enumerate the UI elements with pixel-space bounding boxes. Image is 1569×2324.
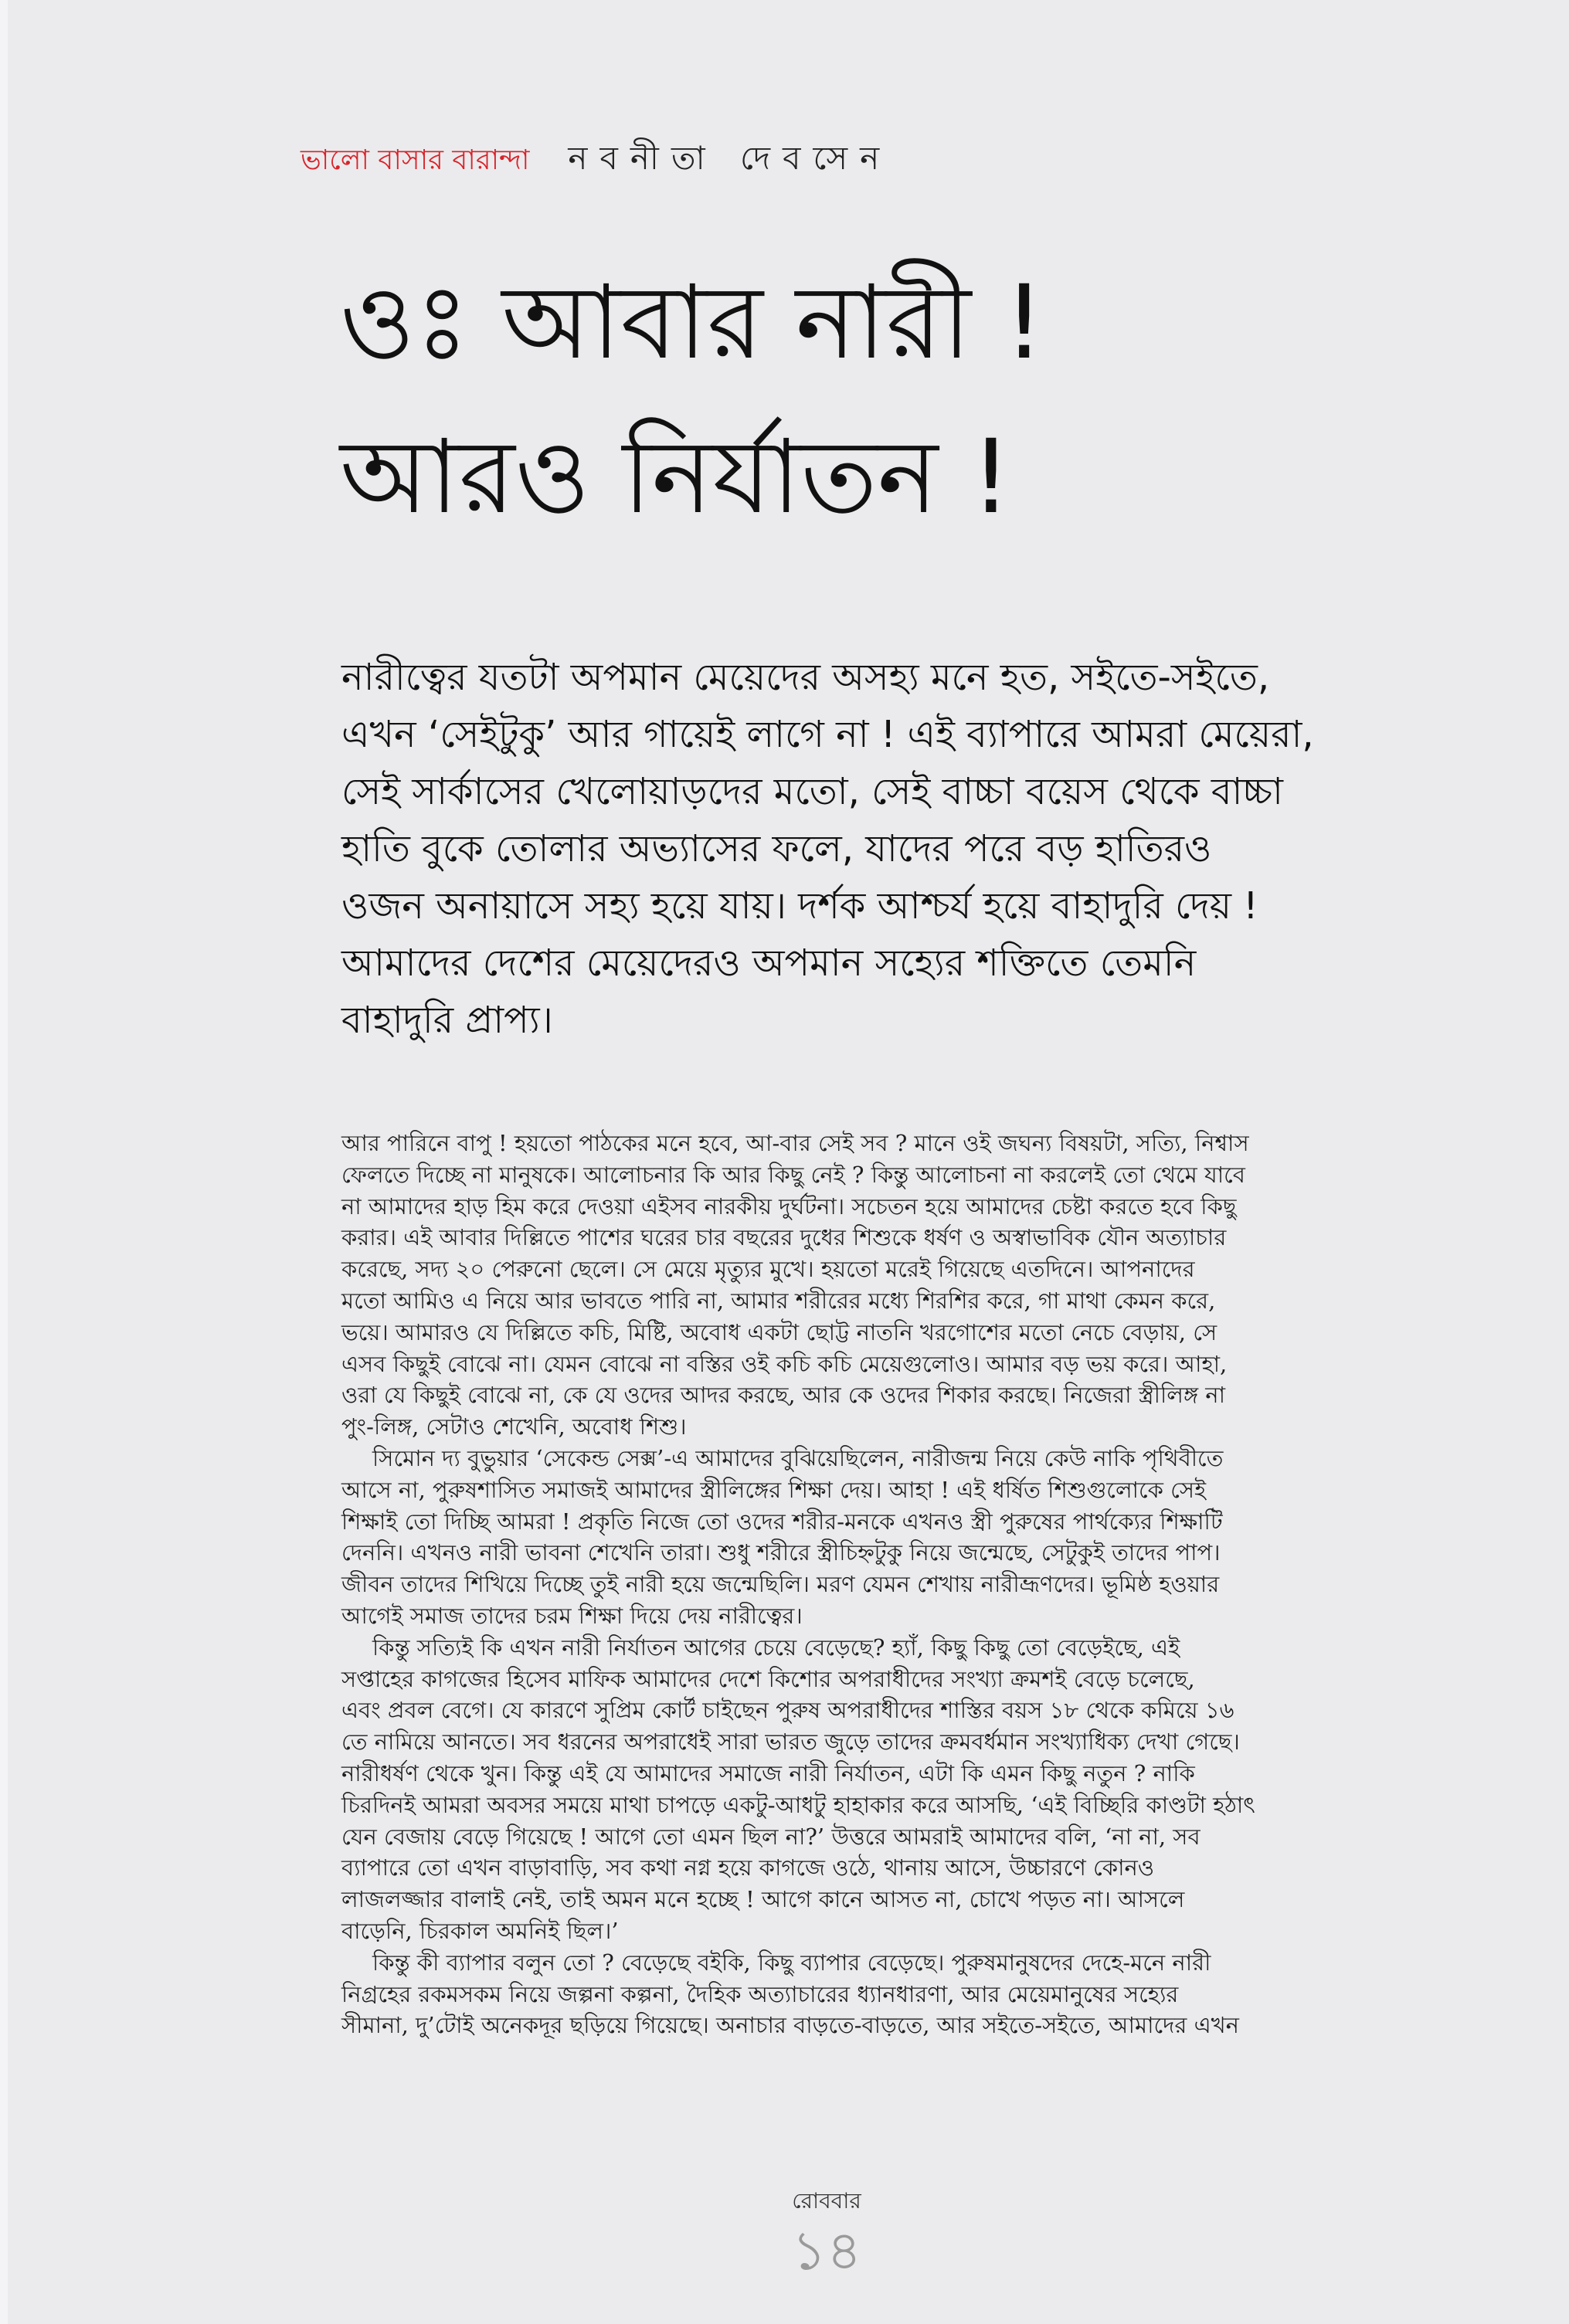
body-line: ফেলতে দিচ্ছে না মানুষকে। আলোচনার কি আর কিছু নেই ? কিন্তু আলোচনা না করলেই তো থেমে যাবে — [341, 1161, 1245, 1188]
body-line: ওরা যে কিছুই বোঝে না, কে যে ওদের আদর করছে, আর কে ওদের শিকার করছে। নিজেরা স্ত্রীলিঙ্গ না — [341, 1382, 1226, 1409]
body-line: নিগ্রহের রকমসকম নিয়ে জল্পনা কল্পনা, দৈহিক অত্যাচারের ধ্যানধারণা, আর মেয়েমানুষের সহ্যের — [341, 1980, 1179, 2007]
body-line: আসে না, পুরুষশাসিত সমাজই আমাদের স্ত্রীলিঙ্গের শিক্ষা দেয়। আহা ! এই ধর্ষিত শিশুগুলোকে সেই — [341, 1476, 1207, 1503]
body-line: না আমাদের হাড় হিম করে দেওয়া এইসব নারকীয় দুর্ঘটনা। সচেতন হয়ে আমাদের চেষ্টা করতে হবে কিছু — [341, 1193, 1237, 1220]
column-title: ভালো বাসার বারান্দা — [301, 144, 530, 176]
article-headline — [340, 246, 1313, 555]
body-line: যেন বেজায় বেড়ে গিয়েছে ! আগে তো এমন ছিল না?’ উত্তরে আমরাই আমাদের বলি, ‘না না, সব — [341, 1823, 1201, 1850]
body-line: আর পারিনে বাপু ! হয়তো পাঠকের মনে হবে, আ-বার সেই সব ? মানে ওই জঘন্য বিষয়টা, সত্যি, নিশ্বাস — [341, 1130, 1249, 1156]
page-footer — [742, 2184, 912, 2282]
standfirst-line: এখন ‘সেইটুকু’ আর গায়েই লাগে না ! এই ব্যাপারে আমরা মেয়েরা, — [341, 713, 1314, 756]
body-line: ভয়ে। আমারও যে দিল্লিতে কচি, মিষ্টি, অবোধ একটা ছোট্ট নাতনি খরগোশের মতো নেচে বেড়ায়, সে — [341, 1318, 1218, 1345]
body-line: দেননি। এখনও নারী ভাবনা শেখেনি তারা। শুধু শরীরে স্ত্রীচিহ্নটুকু নিয়ে জন্মেছে, সেটুকুই তাদের পাপ। — [341, 1539, 1221, 1566]
body-line: পুং-লিঙ্গ, সেটাও শেখেনি, অবোধ শিশু। — [341, 1413, 687, 1440]
body-line: জীবন তাদের শিখিয়ে দিচ্ছে তুই নারী হয়ে জন্মেছিলি। মরণ যেমন শেখায় নারীভ্রূণদের। ভূমিষ্ঠ হওয়ার — [341, 1571, 1220, 1598]
standfirst-line: ওজন অনায়াসে সহ্য হয়ে যায়। দর্শক আশ্চর্য হয়ে বাহাদুরি দেয় ! — [341, 884, 1258, 928]
body-line: নারীধর্ষণ থেকে খুন। কিন্তু এই যে আমাদের সমাজে নারী নির্যাতন, এটা কি এমন কিছু নতুন ? নাকি — [341, 1759, 1195, 1786]
body-line: আগেই সমাজ তাদের চরম শিক্ষা দিয়ে দেয় নারীত্বের। — [341, 1602, 803, 1629]
standfirst-line: সেই সার্কাসের খেলোয়াড়দের মতো, সেই বাচ্চা বয়েস থেকে বাচ্চা — [341, 770, 1283, 813]
standfirst-line: আমাদের দেশের মেয়েদেরও অপমান সহ্যের শক্তিতে তেমনি — [341, 941, 1197, 985]
body-line: সপ্তাহের কাগজের হিসেব মাফিক আমাদের দেশে কিশোর অপরাধীদের সংখ্যা ক্রমশই বেড়ে চলেছে, — [341, 1665, 1195, 1692]
body-line: সিমোন দ্য বুভুয়ার ‘সেকেন্ড সেক্স’-এ আমাদের বুঝিয়েছিলেন, নারীজন্ম নিয়ে কেউ নাকি পৃথিবীতে — [372, 1444, 1224, 1471]
article-body — [341, 1128, 1346, 2041]
body-line: কিন্তু কী ব্যাপার বলুন তো ? বেড়েছে বইকি, কিছু ব্যাপার বেড়েছে। পুরুষমানুষদের দেহে-মনে নারী — [372, 1949, 1211, 1976]
body-line: বাড়েনি, চিরকাল অমনিই ছিল।’ — [341, 1917, 619, 1944]
body-line: লাজলজ্জার বালাই নেই, তাই অমন মনে হচ্ছে ! আগে কানে আসত না, চোখে পড়ত না। আসলে — [341, 1886, 1185, 1913]
standfirst-line: নারীত্বের যতটা অপমান মেয়েদের অসহ্য মনে হত, সইতে-সইতে, — [341, 656, 1270, 699]
body-line: করার। এই আবার দিল্লিতে পাশের ঘরের চার বছরের দুধের শিশুকে ধর্ষণ ও অস্বাভাবিক যৌন অত্যাচার — [341, 1224, 1227, 1251]
body-line: চিরদিনই আমরা অবসর সময়ে মাথা চাপড়ে একটু-আধটু হাহাকার করে আসছি, ‘এই বিচ্ছিরি কাণ্ডটা হঠাৎ — [341, 1791, 1255, 1818]
column-header — [301, 133, 891, 187]
body-line: করেছে, সদ্য ২০ পেরুনো ছেলে। সে মেয়ে মৃত্যুর মুখে। হয়তো মরেই গিয়েছে এতদিনে। আপনাদের — [341, 1256, 1195, 1283]
headline-line-1: ওঃ আবার নারী ! — [340, 263, 1045, 382]
body-line: এসব কিছুই বোঝে না। যেমন বোঝে না বস্তির ওই কচি কচি মেয়েগুলোও। আমার বড় ভয় করে। আহা, — [341, 1350, 1228, 1377]
body-line: সীমানা, দু’টোই অনেকদূর ছড়িয়ে গিয়েছে। অনাচার বাড়তে-বাড়তে, আর সইতে-সইতে, আমাদের এখন — [341, 2012, 1239, 2039]
body-line: তে নামিয়ে আনতে। সব ধরনের অপরাধেই সারা ভারত জুড়ে তাদের ক্রমবর্ধমান সংখ্যাধিক্য দেখা গেছে। — [341, 1729, 1240, 1756]
author-name: নবনীতা দেবসেন — [568, 139, 892, 177]
body-line: শিক্ষাই তো দিচ্ছি আমরা ! প্রকৃতি নিজে তো ওদের শরীর-মনকে এখনও স্ত্রী পুরুষের পার্থক্যের শিক্ষাটি — [341, 1508, 1223, 1535]
page-number: ১৪ — [791, 2219, 862, 2282]
body-line: এবং প্রবল বেগে। যে কারণে সুপ্রিম কোর্ট চাইছেন পুরুষ অপরাধীদের শাস্তির বয়স ১৮ থেকে কমিয়ে ১৬ — [341, 1697, 1234, 1724]
standfirst-line: বাহাদুরি প্রাপ্য। — [341, 999, 553, 1042]
body-line: কিন্তু সত্যিই কি এখন নারী নির্যাতন আগের চেয়ে বেড়েছে? হ্যাঁ, কিছু কিছু তো বেড়েইছে, এই — [372, 1634, 1180, 1661]
body-line: মতো আমিও এ নিয়ে আর ভাবতে পারি না, আমার শরীরের মধ্যে শিরশির করে, গা মাথা কেমন করে, — [341, 1287, 1216, 1314]
headline-line-2: আরও নির্যাতন ! — [340, 418, 1012, 537]
magazine-name: রোববার — [792, 2188, 861, 2214]
standfirst — [341, 649, 1415, 1049]
page-edge — [0, 0, 8, 2324]
standfirst-line: হাতি বুকে তোলার অভ্যাসের ফলে, যাদের পরে বড় হাতিরও — [341, 827, 1212, 870]
body-line: ব্যাপারে তো এখন বাড়াবাড়ি, সব কথা নগ্ন হয়ে কাগজে ওঠে, থানায় আসে, উচ্চারণে কোনও — [341, 1854, 1155, 1881]
